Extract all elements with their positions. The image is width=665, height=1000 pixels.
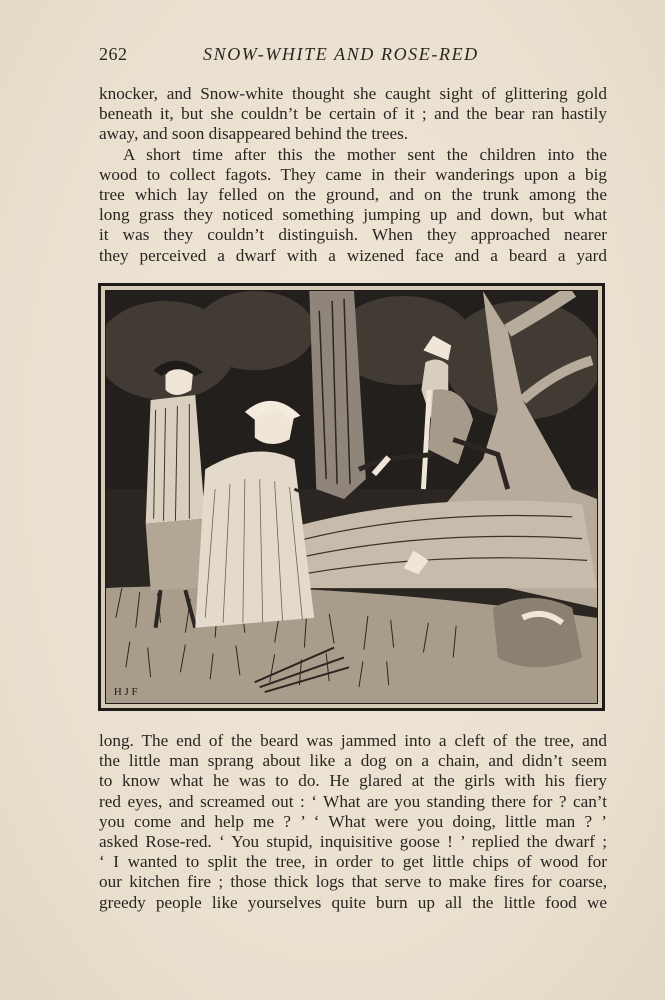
text-line: asked Rose-red. ‘ You stupid, inquisitive goose ! ’ replied the dwarf ;: [99, 831, 607, 851]
text-line: it was they couldn’t distinguish. When they approached nearer: [99, 225, 607, 245]
artist-signature: H J F: [113, 686, 138, 699]
top-paragraphs: [99, 84, 607, 266]
text-line: our kitchen fire ; those thick logs that serve to make fires for coarse,: [99, 872, 607, 892]
text-line: the little man sprang about like a dog on a chain, and didn’t seem: [99, 751, 607, 771]
page-header: [99, 44, 607, 70]
text-line: A short time after this the mother sent the children into the: [123, 144, 607, 164]
text-line: red eyes, and screamed out : ‘ What are you standing there for ? can’t: [99, 791, 607, 811]
woodcut-illustration: [106, 291, 597, 703]
text-line: you come and help me ? ’ ‘ What were you doing, little man ? ’: [99, 811, 607, 831]
illustration-frame: [98, 283, 605, 711]
bottom-paragraphs: [99, 731, 607, 913]
illustration: [105, 290, 598, 704]
text-line: they perceived a dwarf with a wizened face and a beard a yard: [99, 245, 607, 265]
text-line: knocker, and Snow-white thought she caught sight of glittering gold: [99, 84, 607, 103]
text-line: long. The end of the beard was jammed into a cleft of the tree, and: [99, 731, 607, 750]
text-line: greedy people like yourselves quite burn up all the little food we: [99, 892, 607, 912]
text-line: away, and soon disappeared behind the trees.: [99, 124, 409, 144]
text-line: beneath it, but she couldn’t be certain of it ; and the bear ran hastily: [99, 104, 607, 124]
text-line: wood to collect fagots. They came in their wanderings upon a big: [99, 164, 607, 184]
text-line: long grass they noticed something jumping up and down, but what: [99, 205, 607, 225]
running-title: SNOW-WHITE AND ROSE-RED: [203, 44, 479, 64]
text-line: tree which lay felled on the ground, and on the trunk among the: [99, 184, 607, 204]
text-line: ‘ I wanted to split the tree, in order to get little chips of wood for: [99, 852, 607, 872]
text-line: to know what he was to do. He glared at the girls with his fiery: [99, 771, 607, 791]
page-number: 262: [99, 44, 128, 64]
